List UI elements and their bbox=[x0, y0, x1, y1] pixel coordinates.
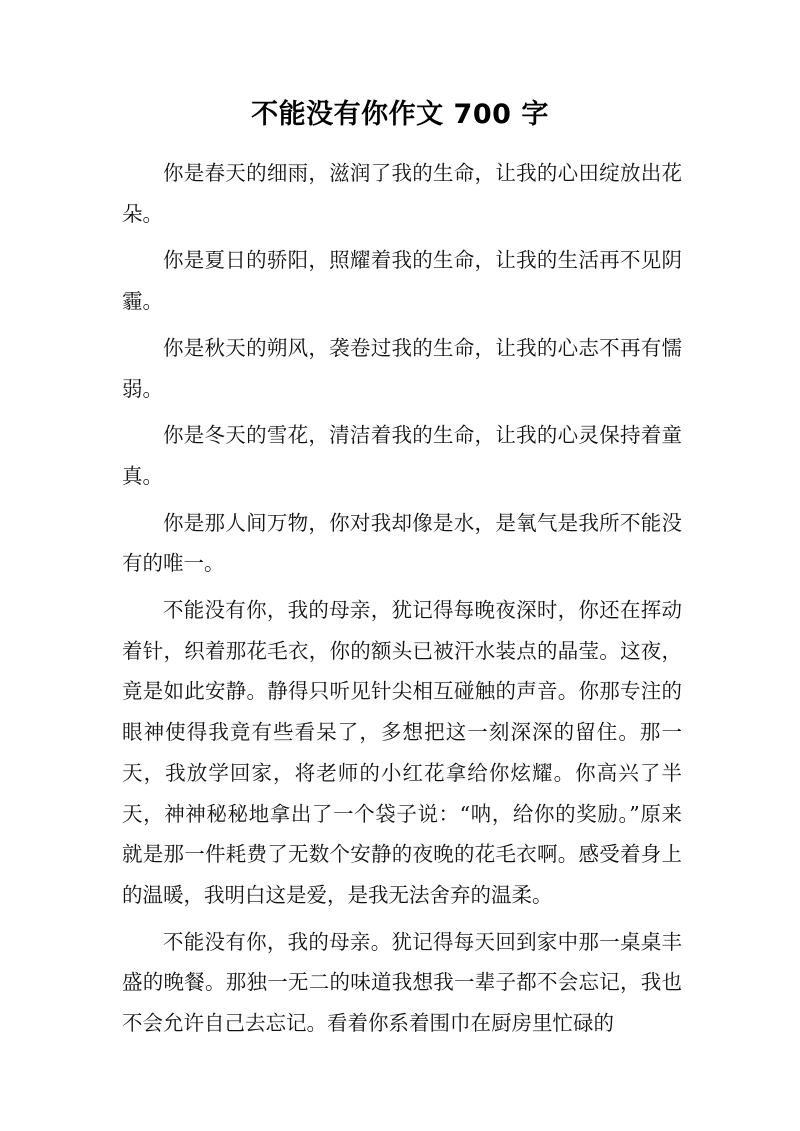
paragraph-summer: 你是夏日的骄阳，照耀着我的生命，让我的生活再不见阴霾。 bbox=[122, 248, 682, 314]
paragraph-spring: 你是春天的细雨，滋润了我的生命，让我的心田绽放出花朵。 bbox=[122, 161, 682, 226]
paragraph-dinner: 不能没有你，我的母亲。犹记得每天回到家中那一桌桌丰盛的晚餐。那独一无二的味道我想我一辈子都不会忘记，我也不会允许自己去忘记。看着你系着围巾在厨房里忙碌的 bbox=[122, 929, 682, 1036]
essay-body bbox=[122, 153, 682, 1050]
paragraph-sweater: 不能没有你，我的母亲，犹记得每晚夜深时，你还在挥动着针，织着那花毛衣，你的额头已被汗水装点的晶莹。这夜，竟是如此安静。静得只听见针尖相互碰触的声音。你那专注的眼神使得我竟有些看呆了，多想把这一刻深深的留住。那一天，我放学回家，将老师的小红花拿给你炫耀。你高兴了半天，神神秘秘地拿出了一个袋子说：“呐，给你的奖励。”原来就是那一件耗费了无数个安静的夜晚的花毛衣啊。感受着身上的温暖，我明白这是爱，是我无法舍弃的温柔。 bbox=[122, 598, 682, 907]
paragraph-autumn: 你是秋天的朔风，袭卷过我的生命，让我的心志不再有懦弱。 bbox=[122, 335, 682, 401]
paragraph-winter: 你是冬天的雪花，清洁着我的生命，让我的心灵保持着童真。 bbox=[122, 423, 682, 488]
paragraph-everything: 你是那人间万物，你对我却像是水，是氧气是我所不能没有的唯一。 bbox=[122, 510, 682, 576]
document-title: 不能没有你作文 700 字 bbox=[251, 99, 549, 130]
